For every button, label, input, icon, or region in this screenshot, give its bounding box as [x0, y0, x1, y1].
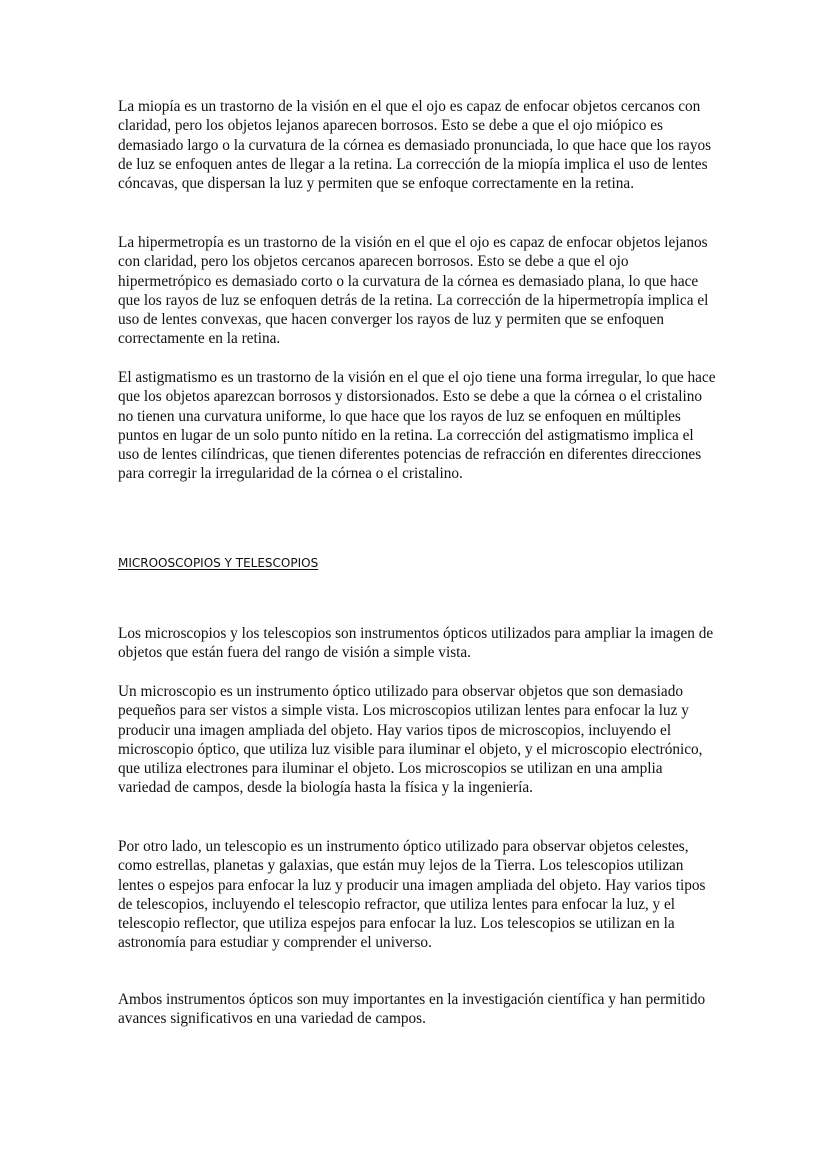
paragraph-miopia: La miopía es un trastorno de la visión en el que el ojo es capaz de enfocar objetos cercanos con claridad, pero los objetos lejanos aparecen borrosos. Esto se debe a que el ojo miópico es demasiado largo o la curvatura de la córnea es demasiado pronunciada, lo que hace que los rayos de luz se enfoquen antes de llegar a la retina. La corrección de la miopía implica el uso de lentes cóncavas, que dispersan la luz y permiten que se enfoque correctamente en la retina.: [118, 98, 712, 193]
paragraph-conclusion: Ambos instrumentos ópticos son muy importantes en la investigación científica y han permitido avances significativos en una variedad de campos.: [118, 991, 706, 1028]
paragraph-telescopio: Por otro lado, un telescopio es un instrumento óptico utilizado para observar objetos celestes, como estrellas, planetas y galaxias, que están muy lejos de la Tierra. Los telescopios utilizan lentes o espejos para enfocar la luz y producir una imagen ampliada del objeto. Hay varios tipos de telescopios, incluyendo el telescopio refractor, que utiliza lentes para enfocar la luz, y el telescopio reflector, que utiliza espejos para enfocar la luz. Los telescopios se utilizan en la astronomía para estudiar y comprender el universo.: [118, 838, 706, 952]
paragraph-microscopio: Un microscopio es un instrumento óptico utilizado para observar objetos que son demasiado pequeños para ser vistos a simple vista. Los microscopios utilizan lentes para enfocar la luz y producir una imagen ampliada del objeto. Hay varios tipos de microscopios, incluyendo el microscopio óptico, que utiliza luz visible para iluminar el objeto, y el microscopio electrónico, que utiliza electrones para iluminar el objeto. Los microscopios se utilizan en una amplia variedad de campos, desde la biología hasta la física y la ingeniería.: [118, 683, 703, 797]
paragraph-astigmatismo: El astigmatismo es un trastorno de la visión en el que el ojo tiene una forma irregular, lo que hace que los objetos aparezcan borrosos y distorsionados. Esto se debe a que la córnea o el cristalino no tienen una curvatura uniforme, lo que hace que los rayos de luz se enfoquen en múltiples puntos en lugar de un solo punto nítido en la retina. La corrección del astigmatismo implica el uso de lentes cilíndricas, que tienen diferentes potencias de refracción en diferentes direcciones para corregir la irregularidad de la córnea o el cristalino.: [118, 369, 716, 483]
section-heading: MICROOSCOPIOS Y TELESCOPIOS: [118, 556, 319, 570]
paragraph-hipermetropia: La hipermetropía es un trastorno de la visión en el que el ojo es capaz de enfocar objetos lejanos con claridad, pero los objetos cercanos aparecen borrosos. Esto se debe a que el ojo hipermetrópico es demasiado corto o la curvatura de la córnea es demasiado plana, lo que hace que los rayos de luz se enfoquen detrás de la retina. La corrección de la hipermetropía implica el uso de lentes convexas, que hacen converger los rayos de luz y permiten que se enfoquen correctamente en la retina.: [118, 234, 709, 348]
paragraph-intro-instrumentos: Los microscopios y los telescopios son instrumentos ópticos utilizados para ampliar la imagen de objetos que están fuera del rango de visión a simple vista.: [118, 625, 714, 662]
